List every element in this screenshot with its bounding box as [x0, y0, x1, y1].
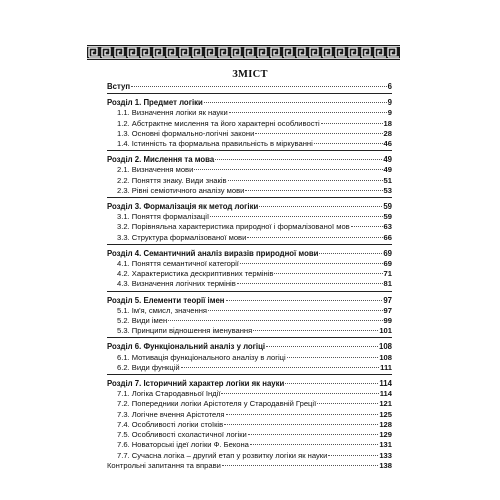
subsection-entry-page: 114	[379, 389, 392, 399]
subsection-entry	[107, 212, 392, 222]
subsection-entry-title: 7.1. Логіка Стародавньої Індії	[117, 389, 221, 399]
table-of-contents	[107, 82, 392, 471]
chapter-entry	[107, 249, 392, 259]
subsection-entry-title: 7.2. Попередники логіки Арістотеля у Стародавній Греції	[117, 399, 317, 409]
subsection-entry-page: 121	[379, 399, 392, 409]
subsection-entry-title: 6.1. Мотивація функціонального аналізу в логіці	[117, 352, 286, 362]
dot-leader	[247, 237, 382, 238]
subsection-entry	[107, 269, 392, 279]
subsection-entry	[107, 129, 392, 139]
chapter-entry	[107, 296, 392, 306]
subsection-entry-page: 111	[380, 362, 392, 372]
dot-leader	[226, 300, 383, 301]
chapter-entry	[107, 155, 392, 165]
chapter-entry-title: Розділ 3. Формалізація як метод логіки	[107, 202, 259, 212]
subsection-entry-page: 63	[383, 222, 392, 232]
chapter-entry-title: Розділ 4. Семантичний аналіз виразів природної мови	[107, 248, 319, 258]
chapter-entry-title: Розділ 6. Функціональний аналіз у логіці	[107, 342, 266, 352]
subsection-entry	[107, 279, 392, 289]
subsection-entry	[107, 430, 392, 440]
dot-leader	[204, 102, 387, 103]
chapter-entry-title: Розділ 1. Предмет логіки	[107, 98, 203, 108]
subsection-entry-title: 4.1. Поняття семантичної категорії	[117, 259, 239, 269]
subsection-entry	[107, 389, 392, 399]
subsection-entry-page: 129	[379, 430, 392, 440]
dot-leader	[317, 403, 378, 404]
subsection-entry-page: 81	[383, 279, 392, 289]
dot-leader	[228, 180, 383, 181]
dot-leader	[287, 357, 379, 358]
subsection-entry	[107, 410, 392, 420]
dot-leader	[328, 455, 378, 456]
subsection-entry-page: 18	[383, 118, 392, 128]
subsection-entry-page: 99	[383, 316, 392, 326]
subsection-entry-title: 7.5. Особливості схоластичної логіки	[117, 430, 247, 440]
dot-leader	[210, 216, 382, 217]
subsection-entry	[107, 451, 392, 461]
dot-leader	[215, 159, 382, 160]
subsection-entry-page: 128	[379, 419, 392, 429]
subsection-entry-title: 4.3. Визначення логічних термінів	[117, 279, 236, 289]
subsection-entry-page: 66	[383, 232, 392, 242]
toc-section	[107, 202, 392, 245]
subsection-entry	[107, 399, 392, 409]
subsection-entry-title: 5.1. Ім'я, смисл, значення	[117, 305, 208, 315]
chapter-entry-page: 114	[379, 379, 392, 389]
dot-leader	[168, 320, 382, 321]
subsection-entry-title: 2.3. Рівні семіотичного аналізу мови	[117, 185, 245, 195]
page-title: ЗМІСТ	[232, 69, 268, 80]
subsection-entry	[107, 139, 392, 149]
subsection-entry-page: 9	[387, 108, 392, 118]
dot-leader	[229, 112, 387, 113]
subsection-entry-page: 69	[383, 259, 392, 269]
dot-leader	[224, 424, 378, 425]
subsection-entry	[107, 233, 392, 243]
dot-leader	[255, 133, 382, 134]
subsection-entry-title: 7.6. Новаторські ідеї логіки Ф. Бекона	[117, 440, 249, 450]
section-divider	[107, 244, 392, 245]
subsection-entry-title: 7.4. Особливості логіки стоїків	[117, 419, 224, 429]
chapter-entry-title: Розділ 5. Елементи теорії імен	[107, 295, 225, 305]
subsection-entry	[107, 440, 392, 450]
chapter-entry-title: Розділ 7. Історичний характер логіки як науки	[107, 379, 285, 389]
dot-leader	[208, 310, 383, 311]
section-divider	[107, 337, 392, 338]
section-divider	[107, 150, 392, 151]
dot-leader	[321, 123, 383, 124]
chapter-entry-page: 6	[387, 82, 392, 91]
chapter-entry-page: 108	[378, 342, 392, 352]
subsection-entry	[107, 353, 392, 363]
dot-leader	[314, 143, 383, 144]
subsection-entry-title: 1.3. Основні формально-логічні закони	[117, 128, 255, 138]
toc-section	[107, 82, 392, 94]
dot-leader	[351, 226, 383, 227]
toc-section	[107, 342, 392, 375]
toc-section	[107, 155, 392, 198]
subsection-entry-page: 51	[383, 175, 392, 185]
dot-leader	[319, 253, 382, 254]
subsection-entry-title: 4.2. Характеристика дескриптивних термінів	[117, 269, 274, 279]
subsection-entry-title: 5.2. Види імен	[117, 316, 168, 326]
dot-leader	[274, 273, 382, 274]
section-divider	[107, 291, 392, 292]
dot-leader	[181, 367, 380, 368]
subsection-entry	[107, 222, 392, 232]
subsection-entry-title: 3.1. Поняття формалізації	[117, 212, 210, 222]
subsection-entry	[107, 108, 392, 118]
toc-section	[107, 296, 392, 339]
subsection-entry	[107, 326, 392, 336]
subsection-entry-title: 5.3. Принципи відношення іменування	[117, 326, 253, 336]
subsection-entry-page: 49	[383, 165, 392, 175]
subsection-entry	[107, 259, 392, 269]
subsection-entry-page: 97	[383, 305, 392, 315]
dot-leader	[253, 330, 378, 331]
subsection-entry-page: 131	[379, 440, 392, 450]
subsection-entry	[107, 119, 392, 129]
dot-leader	[194, 169, 382, 170]
subsection-entry	[107, 176, 392, 186]
subsection-entry-page: 46	[383, 139, 392, 149]
dot-leader	[237, 283, 383, 284]
chapter-entry-title: Розділ 2. Мислення та мова	[107, 155, 215, 165]
subsection-entry-title: 1.4. Істинність та формальна правильність в міркуванні	[117, 139, 313, 149]
closing-entry-page: 138	[379, 460, 392, 470]
subsection-entry-page: 101	[379, 326, 392, 336]
chapter-entry	[107, 98, 392, 108]
section-divider	[107, 93, 392, 94]
closing-entry-title: Контрольні запитання та вправи	[107, 460, 221, 470]
subsection-entry-page: 71	[383, 269, 392, 279]
subsection-entry-title: 7.3. Логічне вчення Арістотеля	[117, 409, 225, 419]
chapter-entry-page: 59	[383, 202, 392, 212]
chapter-entry-page: 69	[383, 248, 392, 258]
dot-leader	[226, 414, 379, 415]
subsection-entry-title: 7.7. Сучасна логіка – другий етап у розвитку логіки як науки	[117, 450, 328, 460]
subsection-entry-page: 125	[379, 409, 392, 419]
chapter-entry	[107, 82, 392, 92]
subsection-entry	[107, 316, 392, 326]
chapter-entry-title: Вступ	[107, 82, 131, 91]
section-divider	[107, 374, 392, 375]
chapter-entry	[107, 379, 392, 389]
subsection-entry-title: 3.3. Структура формалізованої мови	[117, 232, 247, 242]
subsection-entry-title: 1.1. Визначення логіки як науки	[117, 108, 228, 118]
dot-leader	[240, 263, 383, 264]
section-divider	[107, 197, 392, 198]
subsection-entry-page: 53	[383, 185, 392, 195]
dot-leader	[245, 190, 382, 191]
dot-leader	[259, 206, 382, 207]
dot-leader	[221, 393, 378, 394]
chapter-entry	[107, 342, 392, 352]
subsection-entry-title: 2.2. Поняття знаку. Види знаків	[117, 175, 227, 185]
chapter-entry	[107, 202, 392, 212]
toc-section	[107, 379, 392, 471]
subsection-entry-page: 59	[383, 212, 392, 222]
subsection-entry-title: 6.2. Види функцій	[117, 362, 180, 372]
subsection-entry-title: 3.2. Порівняльна характеристика природної і формалізованої мов	[117, 222, 350, 232]
subsection-entry	[107, 363, 392, 373]
dot-leader	[285, 383, 378, 384]
subsection-entry-page: 28	[383, 128, 392, 138]
dot-leader	[131, 86, 387, 87]
greek-key-ornament	[87, 45, 400, 60]
chapter-entry-page: 49	[383, 155, 392, 165]
subsection-entry-title: 2.1. Визначення мови	[117, 165, 194, 175]
dot-leader	[222, 465, 378, 466]
subsection-entry-title: 1.2. Абстрактне мислення та його характерні особливості	[117, 118, 320, 128]
dot-leader	[266, 346, 378, 347]
subsection-entry	[107, 165, 392, 175]
chapter-entry-page: 97	[383, 295, 392, 305]
subsection-entry-page: 133	[379, 450, 392, 460]
chapter-entry-page: 9	[387, 98, 392, 108]
closing-entry	[107, 461, 392, 471]
subsection-entry	[107, 420, 392, 430]
dot-leader	[248, 434, 379, 435]
subsection-entry	[107, 306, 392, 316]
dot-leader	[250, 444, 378, 445]
subsection-entry-page: 108	[379, 352, 392, 362]
subsection-entry	[107, 186, 392, 196]
toc-section	[107, 249, 392, 292]
toc-section	[107, 98, 392, 151]
meander-pattern-icon	[87, 45, 400, 60]
